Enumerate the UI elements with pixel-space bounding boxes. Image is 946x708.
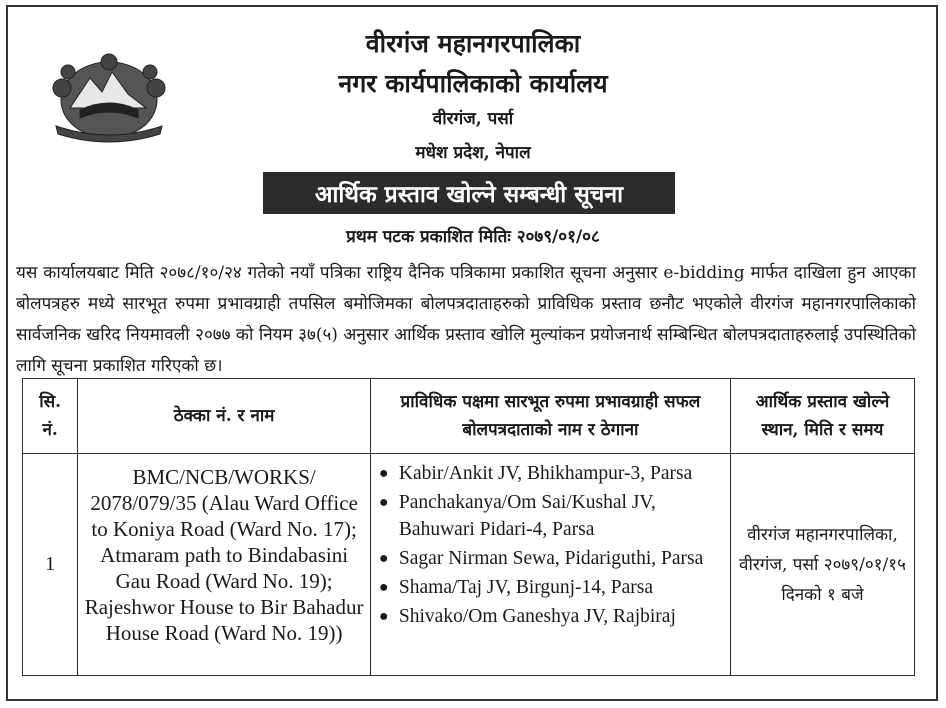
header-bidders: प्राविधिक पक्षमा सारभूत रुपमा प्रभावग्राही सफल बोलपत्रदाताको नाम र ठेगाना [370, 379, 730, 454]
bidders-table [22, 378, 915, 676]
bullet-icon: ● [378, 550, 389, 567]
municipality-name: वीरगंज महानगरपालिका [365, 29, 581, 58]
office-location: वीरगंज, पर्सा [432, 109, 514, 129]
table-row [23, 454, 915, 676]
office-name: नगर कार्यपालिकाको कार्यालय [338, 69, 608, 98]
header-opening-details: आर्थिक प्रस्ताव खोल्ने स्थान, मिति र समय [730, 379, 914, 454]
bullet-icon: ● [378, 579, 389, 596]
bidders-list [377, 460, 724, 630]
notice-title: आर्थिक प्रस्ताव खोल्ने सम्बन्धी सूचना [263, 172, 675, 214]
list-item: ● Shama/Taj JV, Birgunj-14, Parsa [399, 574, 724, 601]
table-header-row [23, 379, 915, 454]
list-item: ● Kabir/Ankit JV, Bhikhampur-3, Parsa [399, 460, 724, 487]
row-opening-details: वीरगंज महानगरपालिका, वीरगंज, पर्सा २०७९/०१/१५ दिनको १ बजे [730, 454, 914, 676]
bullet-icon: ● [378, 465, 389, 482]
province-country: मधेश प्रदेश, नेपाल [415, 143, 531, 163]
row-bidders [370, 454, 730, 676]
bullet-icon: ● [378, 494, 389, 511]
list-item: ● Shivako/Om Ganeshya JV, Rajbiraj [399, 603, 724, 630]
row-serial-number: 1 [23, 454, 78, 676]
list-item: ● Panchakanya/Om Sai/Kushal JV, Bahuwari Pidari-4, Parsa [399, 489, 724, 543]
list-item: ● Sagar Nirman Sewa, Pidariguthi, Parsa [399, 545, 724, 572]
header-serial-number: सि. नं. [23, 379, 78, 454]
header-contract: ठेक्का नं. र नाम [78, 379, 371, 454]
row-contract: BMC/NCB/WORKS/ 2078/079/35 (Alau Ward Office to Koniya Road (Ward No. 17); Atmaram path to Bindabasini Gau Road (Ward No. 19); Rajeshwor House to Bir Bahadur House Road (Ward No. 19)) [78, 454, 371, 676]
bullet-icon: ● [378, 608, 389, 625]
notice-body-paragraph: यस कार्यालयबाट मिति २०७८/१०/२४ गतेको नयाँ पत्रिका राष्ट्रिय दैनिक पत्रिकामा प्रकाशित सूचना अनुसार e-bidding मार्फत दाखिला हुन आएका बोलपत्रहरु मध्ये सारभूत रुपमा प्रभावग्राही तपसिल बमोजिमका बोलपत्रदाताहरुको प्राविधिक प्रस्ताव छनौट भएकोले वीरगंज महानगरपालिकाको सार्वजनिक खरिद नियमावली २०७७ को नियम ३७(५) अनुसार आर्थिक प्रस्ताव खोलि मुल्यांकन प्रयोजनार्थ सम्बिन्धित बोलपत्रदाताहरुलाई उपस्थितिको लागि सूचना प्रकाशित गरिएको छ। [16, 263, 916, 376]
publish-date: प्रथम पटक प्रकाशित मितिः २०७९/०१/०८ [346, 227, 600, 247]
